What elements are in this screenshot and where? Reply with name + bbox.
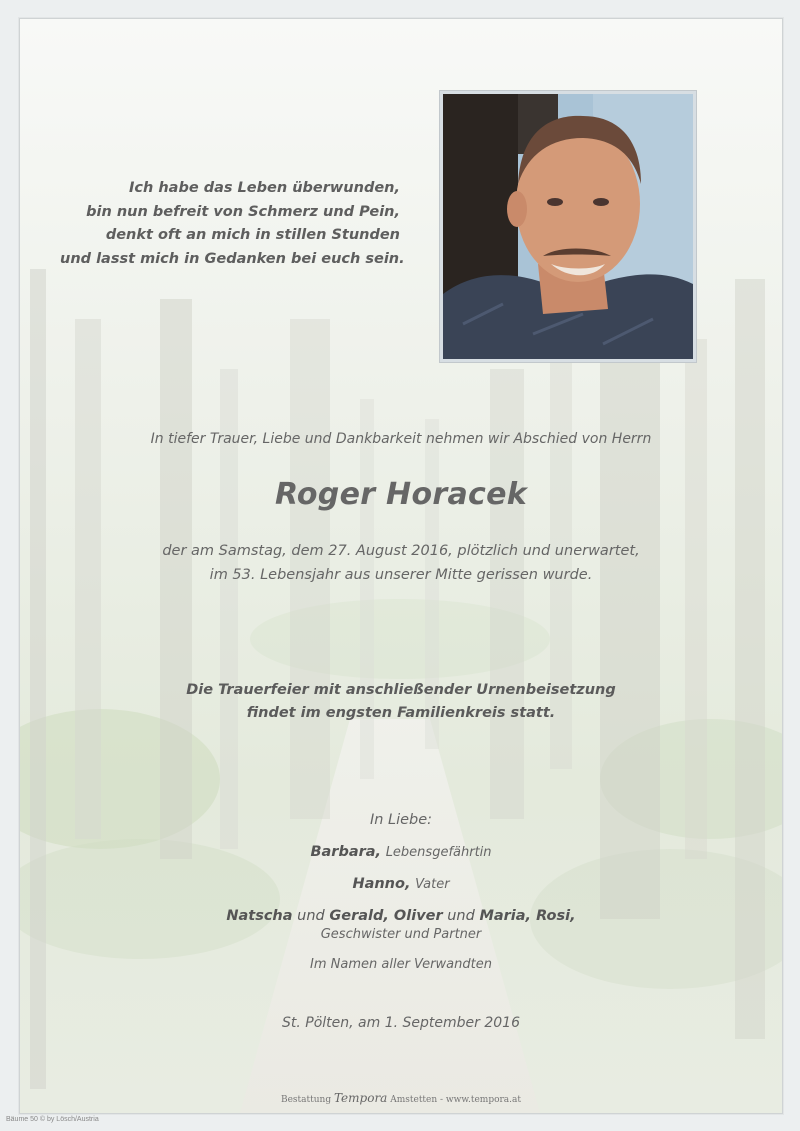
family-intro: In Liebe:	[369, 812, 433, 828]
family-member	[20, 876, 782, 892]
family-member	[20, 908, 782, 924]
footer-brand: Tempora	[333, 1091, 388, 1105]
family-member	[20, 844, 782, 860]
death-description-line: im 53. Lebensjahr aus unserer Mitte gerissen wurde.	[209, 567, 593, 583]
intro-text: In tiefer Trauer, Liebe und Dankbarkeit nehmen wir Abschied von Herrn	[150, 431, 652, 447]
family-member-role: Vater	[415, 877, 450, 892]
conjunction: und	[447, 908, 475, 924]
family-member-name: Hanno,	[352, 876, 411, 892]
poem	[60, 177, 405, 271]
poem-line: denkt oft an mich in stillen Stunden	[105, 227, 400, 243]
portrait-photo-frame	[439, 90, 697, 363]
relatives-line: Im Namen aller Verwandten	[310, 957, 492, 972]
death-description	[20, 539, 782, 587]
poem-line: und lasst mich in Gedanken bei euch sein.	[60, 250, 405, 267]
family-member-name: Barbara,	[310, 844, 382, 860]
conjunction: und	[297, 908, 325, 924]
footer-suffix: Amstetten - www.tempora.at	[390, 1095, 522, 1105]
family-member-role: Lebensgefährtin	[385, 845, 492, 860]
footer-prefix: Bestattung	[280, 1095, 332, 1105]
family-member-role: Geschwister und Partner	[320, 927, 482, 942]
image-credit: Bäume 50 © by Lösch/Austria	[6, 1116, 99, 1123]
deceased-name: Roger Horacek	[274, 477, 527, 512]
family-member-name: Gerald, Oliver	[329, 908, 443, 924]
obituary-card	[19, 18, 783, 1114]
footer	[20, 1091, 782, 1105]
family-member-name: Maria, Rosi,	[479, 908, 576, 924]
family-member-name: Natscha	[226, 908, 293, 924]
ceremony-line: findet im engsten Familienkreis statt.	[246, 705, 556, 721]
death-description-line: der am Samstag, dem 27. August 2016, plötzlich und unerwartet,	[162, 543, 640, 559]
poem-line: bin nun befreit von Schmerz und Pein,	[86, 203, 400, 220]
poem-line: Ich habe das Leben überwunden,	[128, 180, 400, 196]
portrait-photo	[443, 94, 693, 359]
ceremony-info	[20, 679, 782, 725]
place-date: St. Pölten, am 1. September 2016	[282, 1015, 520, 1031]
ceremony-line: Die Trauerfeier mit anschließender Urnenbeisetzung	[186, 682, 616, 698]
